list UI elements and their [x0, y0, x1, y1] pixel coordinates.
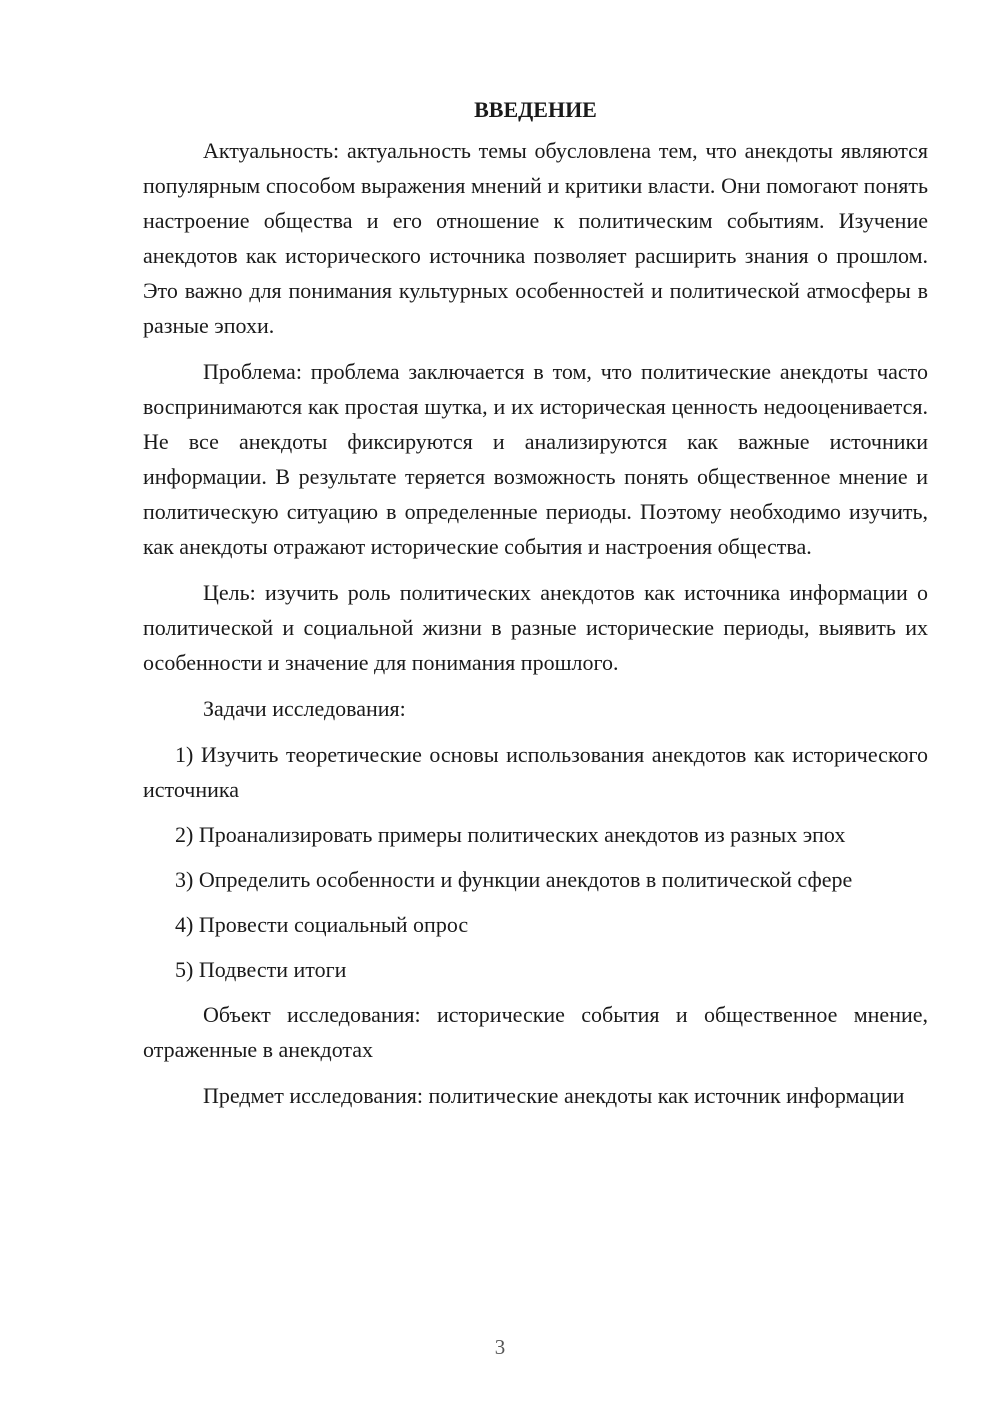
page-number: 3 — [494, 1335, 506, 1359]
page-content — [143, 92, 928, 1124]
problem-paragraph: Проблема: проблема заключается в том, что политические анекдоты часто воспринимаются как простая шутка, и их историческая ценность недооценивается. Не все анекдоты фиксируются и анализируются как важные источники информации. В результате теряется возможность понять общественное мнение и политическую ситуацию в определенные периоды. Поэтому необходимо изучить, как анекдоты отражают исторические события и настроения общества. — [143, 359, 928, 559]
task-item: 2) Проанализировать примеры политических анекдотов из разных эпох — [175, 822, 846, 847]
relevance-paragraph: Актуальность: актуальность темы обусловлена тем, что анекдоты являются популярным способом выражения мнений и критики власти. Они помогают понять настроение общества и его отношение к политическим событиям. Изучение анекдотов как исторического источника позволяет расширить знания о прошлом. Это важно для понимания культурных особенностей и политической атмосферы в разные эпохи. — [143, 138, 928, 338]
task-item: 5) Подвести итоги — [175, 957, 347, 982]
object-paragraph: Объект исследования: исторические события и общественное мнение, отраженные в анекдотах — [143, 1002, 928, 1062]
subject-paragraph: Предмет исследования: политические анекдоты как источник информации — [203, 1083, 905, 1108]
task-item: 4) Провести социальный опрос — [175, 912, 469, 937]
section-title: ВВЕДЕНИЕ — [474, 97, 597, 122]
goal-paragraph: Цель: изучить роль политических анекдотов как источника информации о политической и социальной жизни в разные исторические периоды, выявить их особенности и значение для понимания прошлого. — [143, 580, 928, 675]
tasks-heading: Задачи исследования: — [203, 696, 406, 721]
task-item: 1) Изучить теоретические основы использования анекдотов как исторического источника — [143, 742, 928, 802]
task-item: 3) Определить особенности и функции анекдотов в политической сфере — [175, 867, 853, 892]
